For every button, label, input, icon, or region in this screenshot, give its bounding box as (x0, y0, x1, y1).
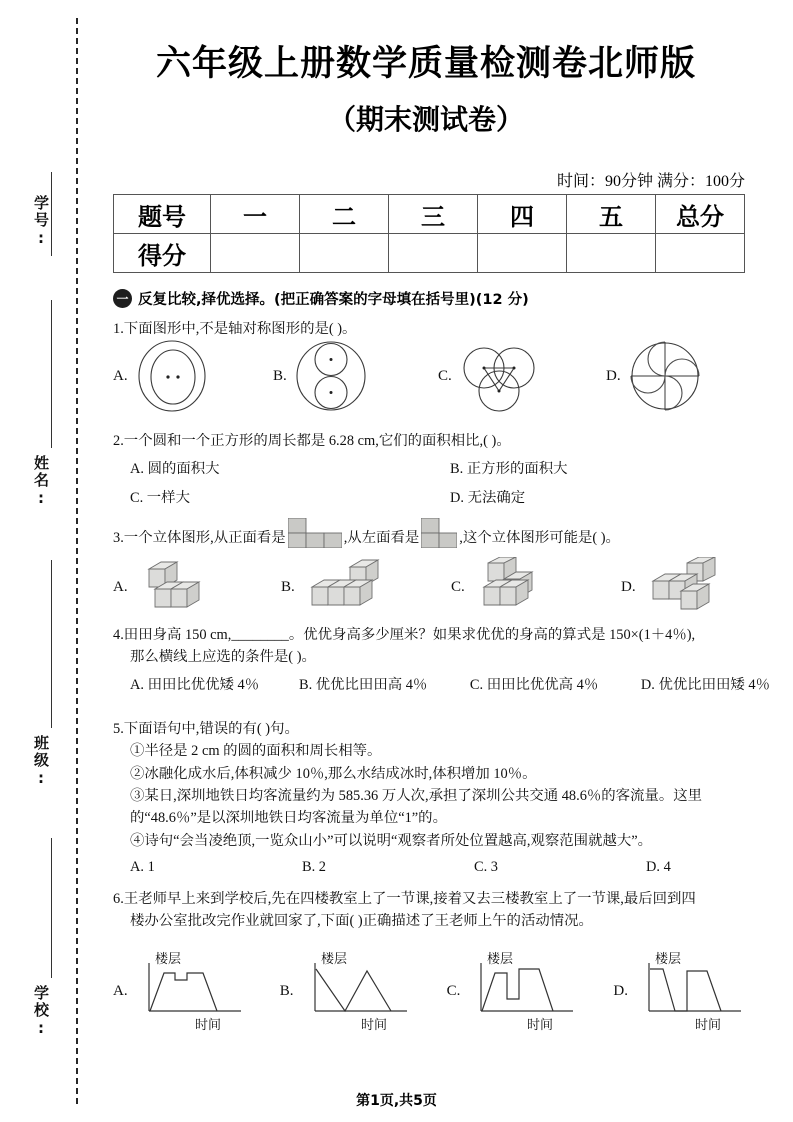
score-table-col-1: 一 (211, 195, 300, 234)
score-cell-4[interactable] (478, 234, 567, 273)
question-3-option-d[interactable] (621, 557, 737, 617)
question-4-option-d[interactable]: D. 优优比田田矮 4％ (640, 676, 770, 693)
question-5-option-b[interactable]: B. 2 (302, 858, 326, 875)
question-6-option-d[interactable] (613, 949, 753, 1033)
score-table-col-3: 三 (389, 195, 478, 234)
question-3-option-b[interactable] (281, 557, 451, 617)
question-5-statement-1: ①半径是 2 cm 的圆的面积和周长相等。 (130, 743, 382, 760)
question-3-figures (113, 556, 753, 618)
score-table (113, 194, 745, 273)
option-label-a: A. (113, 367, 128, 384)
symmetry-figure-c-icon (457, 339, 541, 413)
question-2-options-row-1 (113, 458, 770, 480)
front-view-shape-icon (288, 518, 342, 548)
question-5-statement-3: ③某日,深圳地铁日均客流量约为 585.36 万人次,承担了深圳公共交通 48.6％的客流量。这里 (130, 787, 703, 804)
graph-c-x-label: 时间 (527, 1017, 554, 1032)
question-4-option-b[interactable]: B. 优优比田田高 4％ (298, 676, 428, 693)
question-6-option-c[interactable] (447, 949, 614, 1033)
question-6 (113, 888, 753, 933)
question-1-option-d[interactable] (606, 339, 704, 413)
option-label-c: C. (451, 578, 465, 595)
question-6-stem-line-1: 6.王老师早上来到学校后,先在四楼教室上了一节课,接着又去三楼教室上了一节课,最后回到四 (113, 891, 696, 907)
question-3-option-a[interactable] (113, 557, 281, 617)
question-5-option-d[interactable]: D. 4 (646, 858, 671, 875)
option-label-a: A. (113, 578, 128, 595)
question-2-options-row-2 (113, 487, 770, 509)
solid-figure-a-icon (133, 557, 225, 617)
question-4-option-a[interactable]: A. 田田比优优矮 4％ (130, 676, 260, 693)
question-2-option-a[interactable]: A. 圆的面积大 (130, 461, 220, 478)
margin-label-student-id: 学号: (32, 195, 50, 249)
question-2-stem: 2.一个圆和一个正方形的周长都是 6.28 cm,它们的面积相比,( )。 (113, 433, 511, 449)
question-3 (113, 518, 753, 549)
question-1-option-c[interactable] (438, 339, 606, 413)
section-number-badge: 一 (113, 289, 132, 308)
score-cell-1[interactable] (211, 234, 300, 273)
tear-off-dashed-line (76, 18, 78, 1104)
section-1-header (113, 288, 529, 309)
graph-d-x-label: 时间 (694, 1017, 721, 1032)
score-table-header-label: 题号 (114, 195, 211, 234)
margin-label-school: 学校: (32, 985, 50, 1039)
graph-d-y-label: 楼层 (654, 951, 681, 966)
symmetry-figure-a-icon (133, 339, 211, 413)
exam-meta-info: 时间：90分钟 满分：100分 (556, 173, 745, 190)
question-4-stem-line-2: 那么横线上应选的条件是( )。 (130, 649, 316, 666)
floor-time-graph-b-icon (299, 949, 419, 1033)
question-5-statement-2: ②冰融化成水后,体积减少 10％,那么水结成冰时,体积增加 10％。 (130, 765, 537, 782)
section-1-title: 反复比较,择优选择。(把正确答案的字母填在括号里)(12 分) (138, 292, 529, 308)
table-row-scores (114, 234, 745, 273)
question-5-statement-4: ④诗句“会当凌绝顶,一览众山小”可以说明“观察者所处位置越高,观察范围就越大”。 (130, 832, 653, 849)
symmetry-figure-b-icon (292, 339, 370, 413)
score-table-col-total: 总分 (656, 195, 745, 234)
question-6-stem-line-2: 楼办公室批改完作业就回家了,下面( )正确描述了王老师上午的活动情况。 (130, 913, 593, 930)
margin-label-name: 姓名: (32, 455, 50, 509)
question-4-options-row (113, 674, 770, 696)
question-5-statement-3-cont: 的“48.6％”是以深圳地铁日均客流量为单位“1”的。 (130, 810, 447, 827)
score-cell-2[interactable] (300, 234, 389, 273)
question-1-option-a[interactable] (113, 339, 273, 413)
question-4 (113, 624, 770, 696)
option-label-b: B. (279, 982, 294, 999)
score-table-col-4: 四 (478, 195, 567, 234)
symmetry-figure-d-icon (626, 339, 704, 413)
margin-rule-1 (51, 172, 52, 256)
question-5 (113, 718, 753, 878)
page-title: 六年级上册数学质量检测卷北师版 (155, 44, 696, 84)
question-2 (113, 430, 753, 509)
question-1-option-b[interactable] (273, 339, 438, 413)
score-cell-total[interactable] (656, 234, 745, 273)
option-label-d: D. (613, 982, 628, 999)
margin-rule-4 (51, 838, 52, 978)
score-table-col-2: 二 (300, 195, 389, 234)
option-label-d: D. (606, 367, 621, 384)
question-2-option-b[interactable]: B. 正方形的面积大 (450, 461, 568, 478)
graph-b-y-label: 楼层 (320, 951, 347, 966)
question-1 (113, 318, 753, 340)
question-2-option-c[interactable]: C. 一样大 (130, 489, 190, 506)
page-footer: 第1页,共5页 (356, 1093, 437, 1109)
solid-figure-c-icon (470, 557, 562, 617)
score-cell-3[interactable] (389, 234, 478, 273)
score-table-col-5: 五 (567, 195, 656, 234)
question-4-stem-line-1: 4.田田身高 150 cm,________。优优身高多少厘米？如果求优优的身高的算式是 150×(1＋4％), (113, 627, 696, 643)
option-label-c: C. (446, 982, 461, 999)
question-5-option-a[interactable]: A. 1 (130, 858, 155, 875)
question-4-option-c[interactable]: C. 田田比优优高 4％ (469, 676, 599, 693)
floor-time-graph-d-icon (633, 949, 753, 1033)
question-1-figures (113, 338, 753, 414)
graph-c-y-label: 楼层 (487, 951, 514, 966)
option-label-b: B. (273, 367, 287, 384)
question-3-option-c[interactable] (451, 557, 621, 617)
solid-figure-d-icon (641, 557, 737, 617)
question-6-option-b[interactable] (280, 949, 447, 1033)
page-subtitle: （期末测试卷） (327, 103, 524, 136)
margin-rule-2 (51, 300, 52, 448)
question-5-option-c[interactable]: C. 3 (474, 858, 498, 875)
question-5-stem: 5.下面语句中,错误的有( )句。 (113, 721, 299, 737)
question-2-option-d[interactable]: D. 无法确定 (450, 489, 526, 506)
option-label-c: C. (438, 367, 452, 384)
graph-a-x-label: 时间 (194, 1017, 221, 1032)
margin-rule-3 (51, 560, 52, 728)
score-cell-5[interactable] (567, 234, 656, 273)
left-margin-strip (0, 0, 96, 1122)
margin-label-class: 班级: (32, 735, 50, 789)
option-label-b: B. (281, 578, 295, 595)
question-6-figures (113, 948, 753, 1034)
table-row-question-numbers (114, 195, 745, 234)
graph-b-x-label: 时间 (360, 1017, 387, 1032)
question-3-stem: 3.一个立体图形,从正面看是 ,从左面看是 ,这个立体图形可能是( )。 (113, 518, 753, 549)
question-6-option-a[interactable] (113, 949, 280, 1033)
solid-figure-b-icon (300, 557, 396, 617)
score-table-row-label-score: 得分 (114, 234, 211, 273)
option-label-d: D. (621, 578, 636, 595)
floor-time-graph-c-icon (465, 949, 585, 1033)
question-5-options-row (113, 856, 770, 878)
option-label-a: A. (113, 982, 128, 999)
floor-time-graph-a-icon (133, 949, 253, 1033)
left-view-shape-icon (421, 518, 457, 548)
question-1-stem: 1.下面图形中,不是轴对称图形的是( )。 (113, 321, 357, 337)
graph-a-y-label: 楼层 (154, 951, 181, 966)
